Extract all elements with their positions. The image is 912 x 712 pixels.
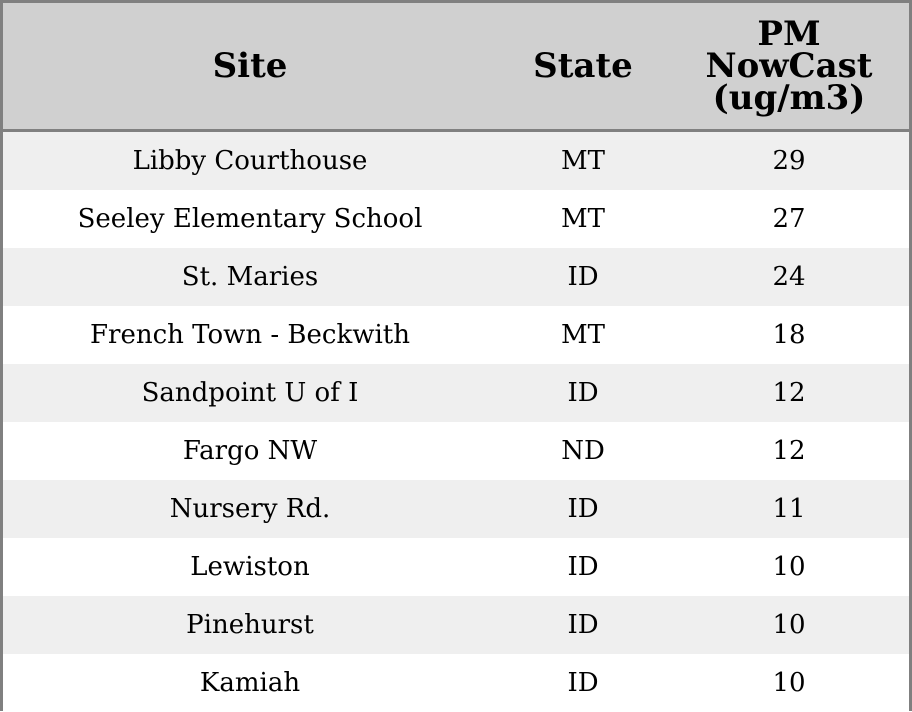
cell-site: Lewiston [190,552,310,582]
cell-state: ID [567,494,599,524]
table-header [3,3,909,132]
header-pm-nowcast [669,3,909,129]
cell-site: Libby Courthouse [132,146,368,176]
cell-pm: 29 [772,146,806,176]
table-row [3,538,909,596]
cell-pm: 10 [772,552,806,582]
table-row [3,364,909,422]
cell-state: ID [567,668,599,698]
cell-pm: 10 [772,668,806,698]
header-pm-line-1: PM [757,14,821,54]
table-row [3,654,909,712]
cell-state: MT [561,320,605,350]
cell-site: Nursery Rd. [169,494,331,524]
header-state: State [533,46,633,86]
cell-pm: 10 [772,610,806,640]
table-body [3,132,909,712]
cell-pm: 18 [772,320,806,350]
cell-site: Fargo NW [182,436,318,466]
cell-state: ID [567,552,599,582]
cell-pm: 12 [772,378,806,408]
table-row [3,596,909,654]
cell-pm: 24 [772,262,806,292]
cell-pm: 12 [772,436,806,466]
cell-site: Kamiah [199,668,301,698]
cell-state: ID [567,610,599,640]
cell-state: ID [567,378,599,408]
cell-state: MT [561,146,605,176]
cell-pm: 11 [772,494,806,524]
cell-state: ND [561,436,605,466]
table-row [3,306,909,364]
table-row [3,190,909,248]
header-pm-line-3: (ug/m3) [712,78,866,118]
cell-site: Sandpoint U of I [141,378,359,408]
header-pm-line-2: NowCast [705,46,873,86]
table-row [3,248,909,306]
table-row [3,422,909,480]
table-row [3,480,909,538]
cell-state: MT [561,204,605,234]
table-row [3,132,909,190]
cell-site: French Town - Beckwith [89,320,411,350]
cell-site: Pinehurst [186,610,314,640]
cell-state: ID [567,262,599,292]
cell-site: Seeley Elementary School [77,204,423,234]
header-site: Site [212,46,288,86]
cell-pm: 27 [772,204,806,234]
cell-site: St. Maries [181,262,319,292]
